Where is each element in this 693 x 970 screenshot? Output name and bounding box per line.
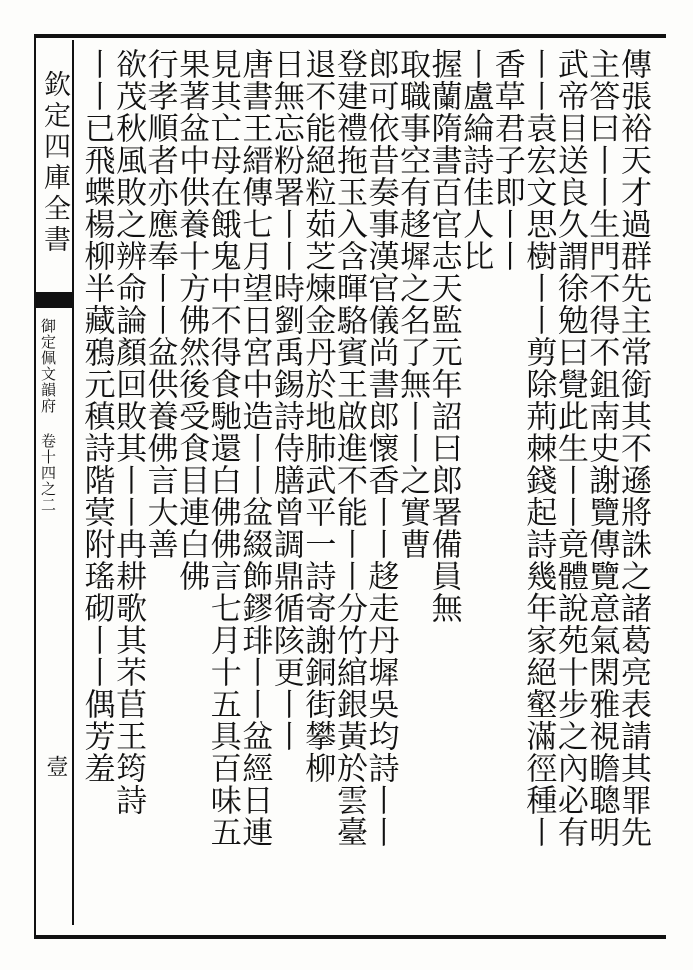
text-column: 果著盆中供養十方佛然後受食目連白佛 [173,48,210,592]
text-column: 丨盧綸詩佳人比 [457,48,494,272]
text-column: 退不能絕粒茹芝煉金丹於地肺武平一詩寄謝銅街攀柳 [299,48,336,784]
text-column: 見其亡母在餓鬼中不得食馳還白佛佛言七月十五具百味五 [204,48,241,848]
text-column: 行孝順者亦應奉丨丨盆供養佛言大善 [141,48,178,560]
text-column: 丨丨袁宏文思樹丨丨剪除荊棘錢起詩幾年家絕壑滿徑種丨 [520,48,557,848]
text-column: 取職事空有趍墀之名了無丨丨之實曹 [394,48,431,560]
text-column: 香草君子即丨丨 [488,48,525,272]
page-number: 壹 [43,755,68,777]
text-column: 主答曰丨丨生門不得不鉏南史謝覽傳覽意氣閑雅視瞻聰明 [583,48,620,848]
text-column: 丨丨已飛蝶楊柳半藏鴉元稹詩階蓂附瑤砌丨丨偶芳羞 [78,48,115,784]
text-column: 日無忘粉署丨丨時劉禹錫詩侍膳曾調鼎循陔更丨丨 [267,48,304,752]
text-column: 欲茂秋風敗之辨命論顏回敗其丨丨冉耕歌其芣苢王筠詩 [110,48,147,816]
text-column: 武帝目送良久謂徐勉曰覺此生丨丨竟體說苑十步之內必有 [551,48,588,848]
volume-title: 御定佩文韻府 卷十四之二 [39,318,57,513]
text-column: 登建禮拖玉入含暉駱賓王啟進不能丨丨分竹綰銀黃於雲臺 [330,48,367,848]
fishtail-mark [34,292,72,308]
book-title: 欽定四庫全書 [39,70,70,256]
text-column: 唐書王縉傳七月望日宮中造丨丨盆綴飾鏐琲丨丨盆經日連 [236,48,273,848]
text-column: 郎可依昔奏事漢官儀尚書郎懷香丨丨趍走丹墀吳均詩丨丨 [362,48,399,848]
text-column: 傳張裕天才過群先主常銜其不遜將誅之諸葛亮表請其罪先 [614,48,651,848]
text-column: 握蘭隋書百官志天監元年詔曰郎署備員無 [425,48,462,624]
